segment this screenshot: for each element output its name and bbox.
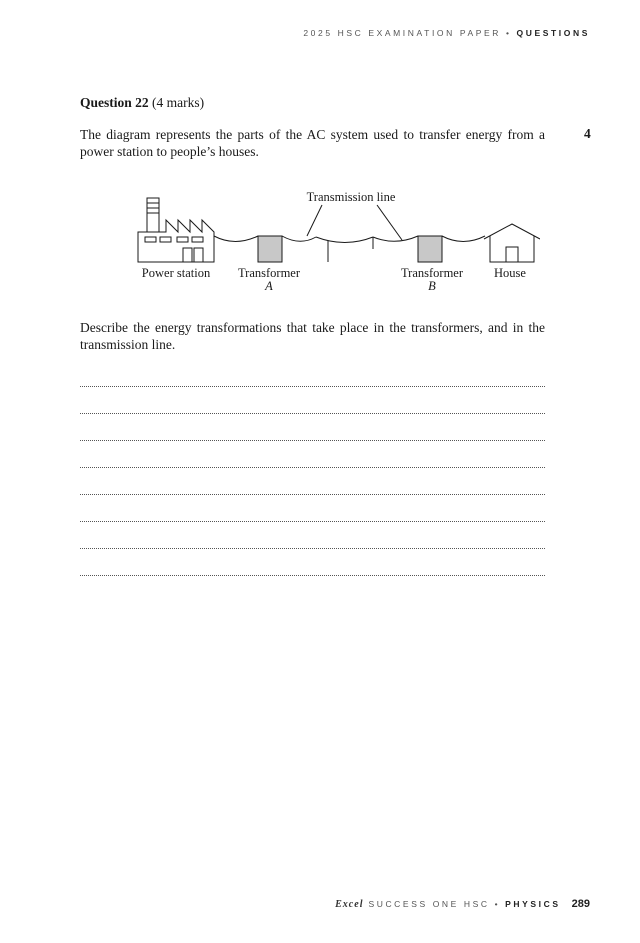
answer-line[interactable] [80, 441, 545, 468]
transmission-wire [316, 237, 373, 243]
question-task: Describe the energy transformations that take place in the transformers, and in the transmission line. [80, 320, 545, 352]
footer-series: SUCCESS ONE HSC [368, 899, 490, 909]
marks-margin: 4 [584, 126, 591, 141]
question-number: Question 22 [80, 95, 149, 110]
answer-area[interactable] [80, 360, 545, 576]
transmission-wire [282, 236, 316, 241]
answer-line[interactable] [80, 549, 545, 576]
label-pointer [377, 205, 402, 240]
label-pointer [307, 205, 322, 236]
header-title: 2025 HSC EXAMINATION PAPER [303, 28, 502, 38]
transformer-a-box [258, 236, 282, 262]
answer-line[interactable] [80, 360, 545, 387]
question-marks: (4 marks) [152, 95, 205, 110]
header-bullet: • [505, 28, 512, 38]
transmission-wire [214, 236, 258, 242]
answer-line[interactable] [80, 414, 545, 441]
answer-line[interactable] [80, 495, 545, 522]
answer-line[interactable] [80, 387, 545, 414]
transmission-wire [373, 236, 418, 241]
running-footer [335, 898, 590, 910]
transformer-b-letter: B [428, 279, 436, 293]
transformer-b-box [418, 236, 442, 262]
question-intro: The diagram represents the parts of the AC system used to transfer energy from a power station to people’s houses. [80, 127, 545, 159]
transmission-line-label: Transmission line [306, 190, 396, 204]
transformer-b-label: Transformer [400, 266, 464, 280]
house-icon [484, 224, 540, 262]
transmission-wire [442, 236, 485, 242]
footer-bullet: • [494, 899, 501, 909]
power-station-icon [138, 198, 214, 262]
ac-system-diagram [130, 186, 540, 306]
question-title [80, 95, 204, 111]
answer-line[interactable] [80, 522, 545, 549]
running-header [303, 28, 590, 38]
house-label: House [494, 266, 526, 280]
footer-subject: PHYSICS [505, 899, 561, 909]
transformer-a-letter: A [265, 279, 273, 293]
transformer-a-label: Transformer [237, 266, 301, 280]
page-number: 289 [571, 898, 590, 910]
header-section: QUESTIONS [516, 28, 590, 38]
answer-line[interactable] [80, 468, 545, 495]
footer-brand: Excel [335, 899, 364, 910]
power-station-label: Power station [141, 266, 211, 280]
